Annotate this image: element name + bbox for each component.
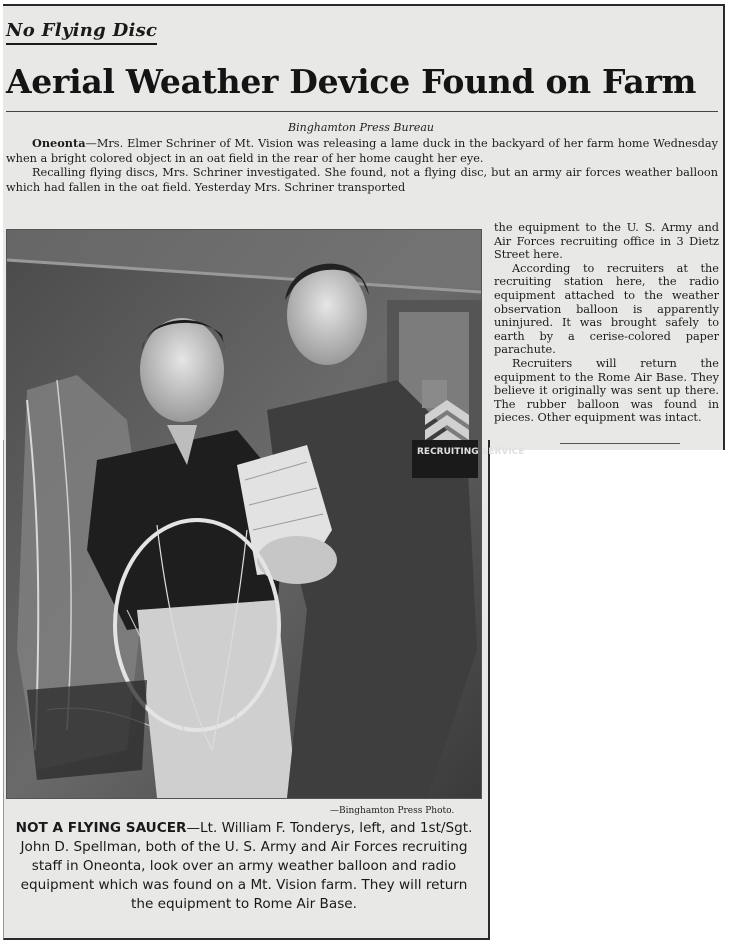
kicker-title: No Flying Disc [6, 20, 157, 45]
caption-body: —Lt. William F. Tonderys, left, and 1st/Sgt. John D. Spellman, both of the U. S. Army and Air Forces recruiting staff in Oneonta, look over an army weather balloon and radio equipment which was found on a Mt. Vision farm. They will return the equipment to Rome Air Base. [20, 820, 473, 912]
side-paragraph-1: the equipment to the U. S. Army and Air Forces recruiting office in 3 Dietz Street here. [494, 221, 719, 262]
side-paragraph-3: Recruiters will return the equipment to the Rome Air Base. They believe it originally was sent up there. The rubber balloon was found in pieces. Other equipment was intact. [494, 356, 719, 425]
headline: Aerial Weather Device Found on Farm [6, 62, 697, 101]
caption-text [10, 819, 478, 914]
caption-head: NOT A FLYING SAUCER [15, 820, 187, 836]
news-photo [6, 229, 525, 799]
dateline: Oneonta [32, 136, 86, 150]
side-column [494, 221, 719, 425]
man-left-face [140, 318, 224, 422]
man-left-trousers [137, 600, 297, 798]
lead-text [6, 136, 718, 195]
article-end-rule [560, 443, 680, 444]
headline-rule [6, 111, 718, 112]
photo-caption [10, 819, 478, 914]
byline: Binghamton Press Bureau [288, 121, 434, 134]
lead-paragraph-2: Recalling flying discs, Mrs. Schriner investigated. She found, not a flying disc, but an army air forces weather balloon which had fallen in the oat field. Yesterday Mrs. Schriner transported [6, 166, 718, 194]
side-paragraph-2: According to recruiters at the recruiting station here, the radio equipment attached to the weather observation balloon is apparently uninjured. It was brought safely to earth by a cerise-colored paper parachute. [494, 261, 719, 357]
lead-paragraph-1 [6, 136, 718, 166]
recruiting-patch-text: RECRUITING SERVICE [417, 447, 525, 457]
photo-credit: —Binghamton Press Photo. [330, 806, 455, 816]
basket-shape [27, 680, 147, 780]
recruiting-patch [412, 440, 478, 478]
lead-paragraph-1-text: —Mrs. Elmer Schriner of Mt. Vision was releasing a lame duck in the backyard of her farm home Wednesday when a bright colored object in an oat field in the rear of her home caught her eye. [6, 137, 718, 165]
